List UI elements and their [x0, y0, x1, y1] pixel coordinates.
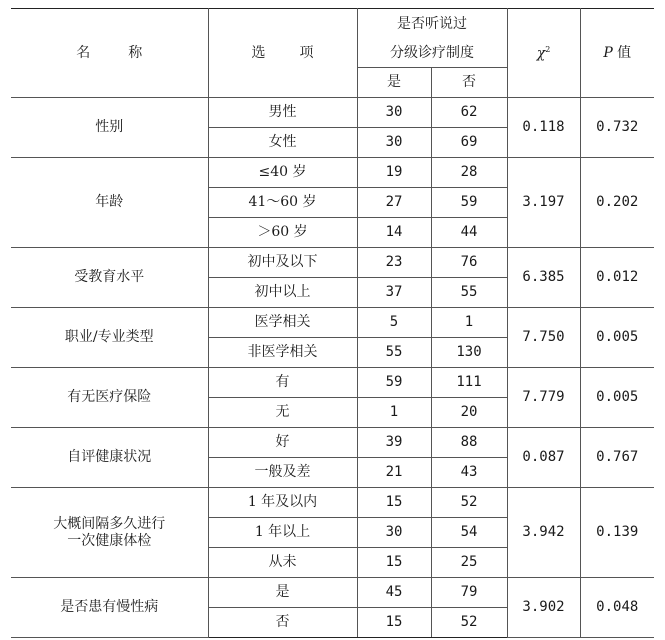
yes-count-cell: 30 [357, 518, 431, 548]
header-yes: 是 [357, 68, 431, 98]
group-name [11, 158, 208, 248]
group-name-line: 有无医疗保险 [67, 389, 152, 406]
chi-square-cell: 7.750 [507, 308, 580, 368]
no-count-cell: 1 [431, 308, 507, 338]
option-cell: 否 [208, 608, 357, 638]
no-count-cell: 25 [431, 548, 507, 578]
no-count-cell: 52 [431, 608, 507, 638]
option-cell: 1 年以上 [208, 518, 357, 548]
group-name-line: 大概间隔多久进行 [53, 516, 166, 533]
table-row [11, 368, 654, 398]
no-count-cell: 43 [431, 458, 507, 488]
header-name: 名称 [11, 9, 208, 98]
header-heard-line1: 是否听说过 [357, 9, 507, 39]
p-value-cell: 0.202 [580, 158, 654, 248]
option-cell: 41～60 岁 [208, 188, 357, 218]
group-name [11, 308, 208, 368]
option-cell: 初中及以下 [208, 248, 357, 278]
group-name-line: 一次健康体检 [67, 532, 152, 549]
option-cell: 非医学相关 [208, 338, 357, 368]
group-name [11, 98, 208, 158]
chi-square-cell: 0.087 [507, 428, 580, 488]
group-name-line: 性别 [95, 119, 124, 136]
table-row [11, 98, 654, 128]
yes-count-cell: 15 [357, 608, 431, 638]
option-cell: ＞60 岁 [208, 218, 357, 248]
no-count-cell: 59 [431, 188, 507, 218]
no-count-cell: 69 [431, 128, 507, 158]
yes-count-cell: 55 [357, 338, 431, 368]
group-name [11, 248, 208, 308]
yes-count-cell: 14 [357, 218, 431, 248]
chi-square-cell: 3.902 [507, 578, 580, 638]
yes-count-cell: 1 [357, 398, 431, 428]
option-cell: 女性 [208, 128, 357, 158]
table-row [11, 428, 654, 458]
group-name [11, 368, 208, 428]
option-cell: ≤40 岁 [208, 158, 357, 188]
yes-count-cell: 45 [357, 578, 431, 608]
yes-count-cell: 30 [357, 98, 431, 128]
table-row [11, 248, 654, 278]
table-body [11, 98, 654, 638]
table-row [11, 308, 654, 338]
p-value-cell: 0.012 [580, 248, 654, 308]
group-name-line: 自评健康状况 [67, 449, 152, 466]
yes-count-cell: 15 [357, 488, 431, 518]
option-cell: 男性 [208, 98, 357, 128]
p-value-cell: 0.005 [580, 368, 654, 428]
statistics-table [11, 8, 654, 638]
no-count-cell: 44 [431, 218, 507, 248]
p-value-cell: 0.005 [580, 308, 654, 368]
no-count-cell: 28 [431, 158, 507, 188]
chi-square-cell: 7.779 [507, 368, 580, 428]
group-name [11, 578, 208, 638]
no-count-cell: 52 [431, 488, 507, 518]
p-value-cell: 0.048 [580, 578, 654, 638]
chi-square-cell: 0.118 [507, 98, 580, 158]
yes-count-cell: 59 [357, 368, 431, 398]
no-count-cell: 79 [431, 578, 507, 608]
p-value-cell: 0.767 [580, 428, 654, 488]
header-heard-line2: 分级诊疗制度 [357, 39, 507, 68]
table-row [11, 488, 654, 518]
group-name-line: 是否患有慢性病 [60, 599, 159, 616]
no-count-cell: 55 [431, 278, 507, 308]
header-option: 选项 [208, 9, 357, 98]
yes-count-cell: 21 [357, 458, 431, 488]
table-row [11, 578, 654, 608]
no-count-cell: 130 [431, 338, 507, 368]
no-count-cell: 111 [431, 368, 507, 398]
no-count-cell: 76 [431, 248, 507, 278]
group-name-line: 受教育水平 [74, 269, 145, 286]
no-count-cell: 88 [431, 428, 507, 458]
group-name-line: 职业/专业类型 [64, 329, 154, 346]
chi-square-cell: 6.385 [507, 248, 580, 308]
chi-square-cell: 3.197 [507, 158, 580, 248]
header-no: 否 [431, 68, 507, 98]
yes-count-cell: 37 [357, 278, 431, 308]
option-cell: 医学相关 [208, 308, 357, 338]
group-name-line: 年龄 [95, 194, 124, 211]
yes-count-cell: 30 [357, 128, 431, 158]
option-cell: 从未 [208, 548, 357, 578]
chi-square-cell: 3.942 [507, 488, 580, 578]
yes-count-cell: 5 [357, 308, 431, 338]
yes-count-cell: 19 [357, 158, 431, 188]
yes-count-cell: 23 [357, 248, 431, 278]
header-chi-square: $\chi^2$ [507, 9, 580, 98]
yes-count-cell: 39 [357, 428, 431, 458]
no-count-cell: 54 [431, 518, 507, 548]
option-cell: 无 [208, 398, 357, 428]
no-count-cell: 20 [431, 398, 507, 428]
option-cell: 一般及差 [208, 458, 357, 488]
option-cell: 有 [208, 368, 357, 398]
table-row [11, 158, 654, 188]
option-cell: 初中以上 [208, 278, 357, 308]
no-count-cell: 62 [431, 98, 507, 128]
option-cell: 好 [208, 428, 357, 458]
group-name [11, 428, 208, 488]
yes-count-cell: 27 [357, 188, 431, 218]
option-cell: 是 [208, 578, 357, 608]
p-value-cell: 0.139 [580, 488, 654, 578]
header-p-value: P 值 [580, 9, 654, 98]
yes-count-cell: 15 [357, 548, 431, 578]
option-cell: 1 年及以内 [208, 488, 357, 518]
p-value-cell: 0.732 [580, 98, 654, 158]
group-name [11, 488, 208, 578]
